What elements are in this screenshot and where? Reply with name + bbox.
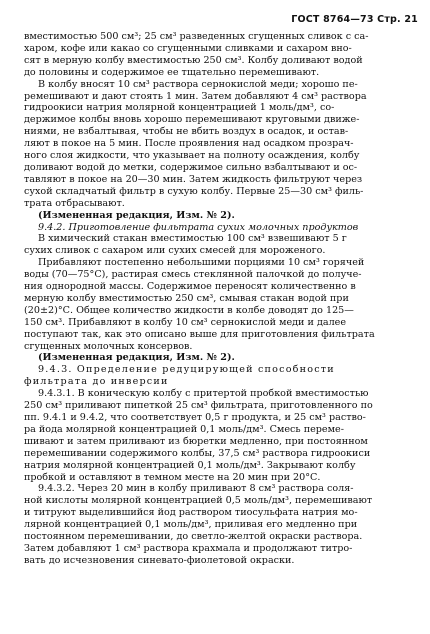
text-line: перемешивании содержимого колбы, 37,5 см³ раствора гидроокиси xyxy=(24,447,371,459)
text-line: 9.4.3.2. Через 20 мин в колбу приливают 8 см³ раствора соля- xyxy=(38,483,354,495)
text-line: сят в мерную колбу вместимостью 250 см³. Колбу доливают водой xyxy=(24,54,363,66)
text-line: (20±2)°С. Общее количество жидкости в колбе доводят до 125— xyxy=(24,304,354,316)
text-line: мерную колбу вместимостью 250 см³, смывая стакан водой при xyxy=(24,292,349,304)
text-line: гидроокиси натрия молярной концентрацией 1 моль/дм³, со- xyxy=(24,102,335,114)
text-line: тавляют в покое на 20—30 мин. Затем жидкость фильтруют через xyxy=(24,173,363,185)
text-line: натрия молярной концентрацией 0,1 моль/дм³. Закрывают колбу xyxy=(24,459,356,471)
text-line: и титруют выделившийся йод раствором тиосульфата натрия мо- xyxy=(24,507,358,519)
text-line: сгущенных молочных консервов. xyxy=(24,340,193,352)
text-line: трата отбрасывают. xyxy=(24,197,125,209)
text-line: ниями, не взбалтывая, чтобы не вбить воздух в осадок, и остав- xyxy=(24,126,349,138)
text-line: 150 см³. Прибавляют в колбу 10 см³ сернокислой меди и далее xyxy=(24,316,347,328)
text-line: ного слоя жидкости, что указывает на полноту осаждения, колбу xyxy=(24,150,360,162)
text-line: фильтрата до инверсии xyxy=(24,376,169,388)
text-line: 9.4.3.1. В коническую колбу с притертой пробкой вместимостью xyxy=(38,388,369,400)
text-line: 9.4.3. Определение редуцирующей способности xyxy=(38,364,335,376)
body-text xyxy=(24,31,418,567)
text-line: Прибавляют постепенно небольшими порциями 10 см³ горячей xyxy=(38,257,365,269)
text-line: ной кислоты молярной концентрацией 0,5 моль/дм³, перемешивают xyxy=(24,495,373,507)
text-line: вать до исчезновения синевато-фиолетовой окраски. xyxy=(24,554,295,566)
text-line: (Измененная редакция, Изм. № 2). xyxy=(38,209,235,221)
text-line: пп. 9.4.1 и 9.4.2, что соответствует 0,5 г продукта, и 25 см³ раство- xyxy=(24,412,366,423)
text-line: ремешивают и дают стоять 1 мин. Затем добавляют 4 см³ раствора xyxy=(24,90,367,102)
text-line: 9.4.2. Приготовление фильтрата сухих молочных продуктов xyxy=(38,221,359,233)
text-line: поступают так, как это описано выше для приготовления фильтрата xyxy=(24,328,375,340)
text-line: постоянном перемешивании, до светло-желтой окраски раствора. xyxy=(24,531,363,543)
text-line: В колбу вносят 10 см³ раствора сернокислой меди; хорошо пе- xyxy=(38,78,358,90)
text-line: ляют в покое на 5 мин. После проявления над осадком прозрач- xyxy=(24,138,354,150)
text-line: Затем добавляют 1 см³ раствора крахмала и продолжают титро- xyxy=(24,542,353,554)
text-line: сухих сливок с сахаром или сухих смесей для мороженого. xyxy=(24,245,326,257)
text-line: вместимостью 500 см³; 25 см³ разведенных сгущенных сливок с са- xyxy=(24,31,369,42)
text-line: шивают и затем приливают из бюретки медленно, при постоянном xyxy=(24,435,368,447)
text-line: доливают водой до метки, содержимое сильно взбалтывают и ос- xyxy=(24,161,358,173)
text-line: ния однородной массы. Содержимое переносят количественно в xyxy=(24,281,356,293)
text-line: держимое колбы вновь хорошо перемешивают круговыми движе- xyxy=(24,114,360,126)
text-line: воды (70—75°С), растирая смесь стеклянной палочкой до получе- xyxy=(24,269,362,281)
page-header xyxy=(24,14,418,25)
text-line: ра йода молярной концентрацией 0,1 моль/дм³. Смесь переме- xyxy=(24,423,344,435)
page-number: Стр. 21 xyxy=(377,14,418,25)
standard-number: ГОСТ 8764—73 xyxy=(291,14,374,25)
text-line: (Измененная редакция, Изм. № 2). xyxy=(38,352,235,364)
text-line: лярной концентрацией 0,1 моль/дм³, приливая его медленно при xyxy=(24,519,358,531)
text-line: харом, кофе или какао со сгущенными сливками и сахаром вно- xyxy=(24,42,352,54)
text-line: сухой складчатый фильтр в сухую колбу. Первые 25—30 см³ филь- xyxy=(24,185,364,197)
text-line: В химический стакан вместимостью 100 см³ взвешивают 5 г xyxy=(38,233,347,245)
text-line: пробкой и оставляют в темном месте на 20 мин при 20°С. xyxy=(24,471,321,483)
text-line: 250 см³ приливают пипеткой 25 см³ фильтрата, приготовленного по xyxy=(24,400,373,412)
text-line: до половины и содержимое ее тщательно перемешивают. xyxy=(24,66,320,78)
